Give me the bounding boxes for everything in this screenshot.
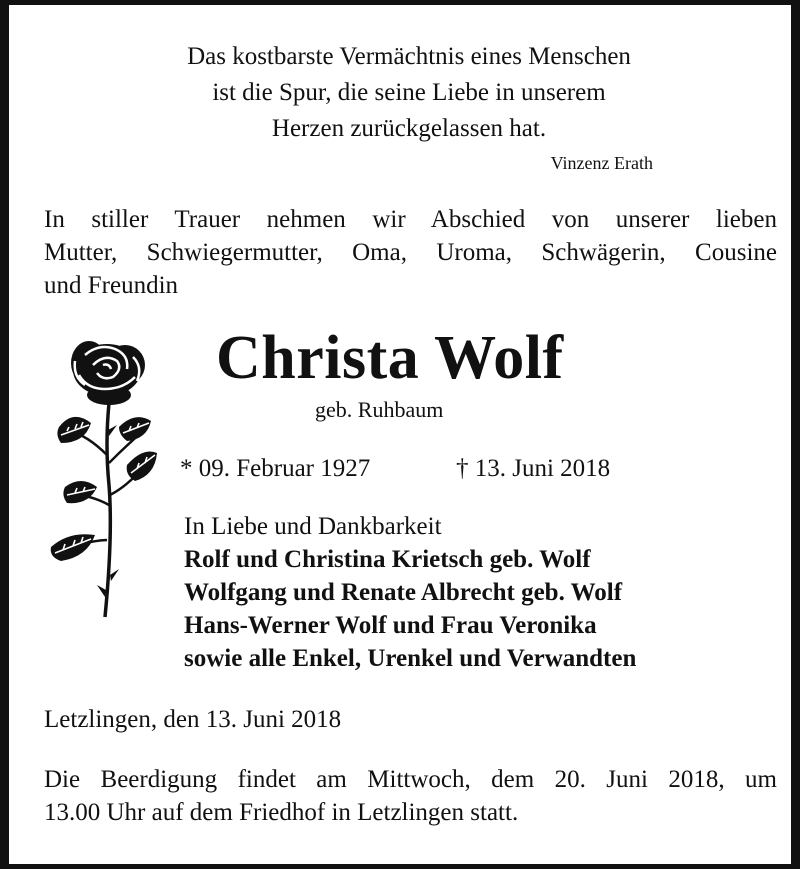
rose-icon	[47, 335, 159, 620]
quote-line-3: Herzen zurückgelassen hat.	[271, 115, 547, 142]
quote-author: Vinzenz Erath	[550, 153, 653, 173]
quote-line-2: ist die Spur, die seine Liebe in unserem	[212, 79, 606, 106]
mourner-line: Rolf und Christina Krietsch geb. Wolf	[184, 546, 591, 573]
mourner-line: sowie alle Enkel, Urenkel und Verwandten	[184, 645, 637, 672]
mourners-intro: In Liebe und Dankbarkeit	[184, 513, 442, 540]
mourner-line: Wolfgang und Renate Albrecht geb. Wolf	[184, 579, 623, 606]
maiden-name: geb. Ruhbaum	[315, 397, 444, 422]
funeral-line-2: 13.00 Uhr auf dem Friedhof in Letzlingen statt.	[44, 799, 519, 826]
quote-line-1: Das kostbarste Vermächtnis eines Menschen	[187, 43, 631, 70]
funeral-line-1: Die Beerdigung findet am Mittwoch, dem 20. Juni 2018, um	[44, 766, 777, 793]
place-date: Letzlingen, den 13. Juni 2018	[44, 706, 342, 733]
intro-line-1: In stiller Trauer nehmen wir Abschied von unserer lieben	[44, 206, 777, 233]
birth-date: * 09. Februar 1927	[180, 455, 371, 482]
death-date: † 13. Juni 2018	[456, 455, 611, 482]
intro-line-2: Mutter, Schwiegermutter, Oma, Uroma, Schwägerin, Cousine	[44, 239, 777, 266]
deceased-name: Christa Wolf	[216, 324, 564, 392]
intro-line-3: und Freundin	[44, 272, 179, 299]
mourner-line: Hans-Werner Wolf und Frau Veronika	[184, 612, 597, 639]
